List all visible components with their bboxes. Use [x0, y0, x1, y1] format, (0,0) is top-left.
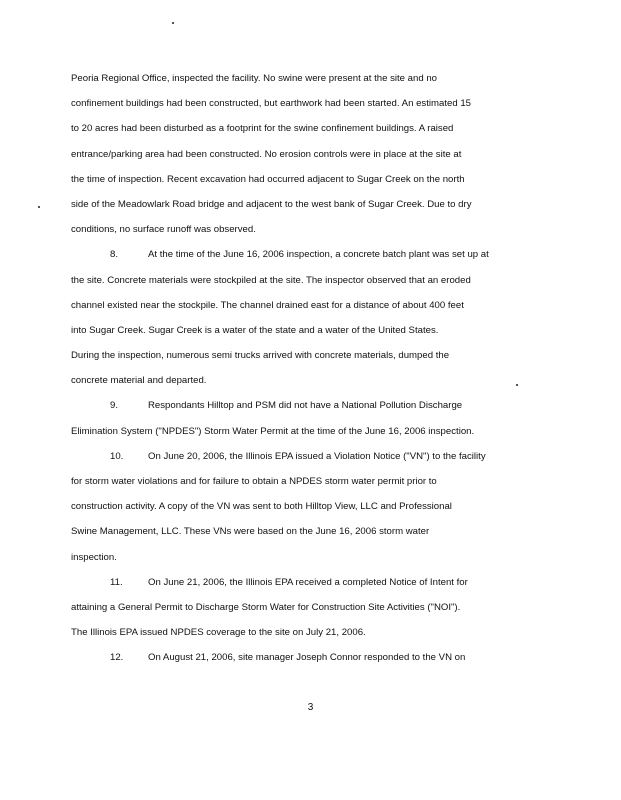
- paragraph-text: On June 21, 2006, the Illinois EPA received a completed Notice of Intent for: [148, 576, 468, 588]
- paragraph-12-first-line: [71, 645, 551, 670]
- paragraph-text: On June 20, 2006, the Illinois EPA issued a Violation Notice ("VN") to the facility: [148, 450, 486, 462]
- text-line: Peoria Regional Office, inspected the facility. No swine were present at the site and no: [71, 73, 438, 84]
- paragraph-number: 8.: [110, 249, 119, 261]
- paragraph-text: At the time of the June 16, 2006 inspection, a concrete batch plant was set up at: [148, 249, 489, 261]
- paragraph-number: 12.: [110, 652, 124, 664]
- body-text: [71, 66, 551, 671]
- text-line: construction activity. A copy of the VN was sent to both Hilltop View, LLC and Professional: [71, 501, 452, 513]
- paragraph-11-first-line: [71, 570, 551, 595]
- text-line: the site. Concrete materials were stockpiled at the site. The inspector observed that an eroded: [71, 274, 471, 286]
- text-line: Elimination System ("NPDES") Storm Water Permit at the time of the June 16, 2006 inspection.: [71, 425, 475, 437]
- scan-speck: [38, 206, 40, 208]
- text-line: During the inspection, numerous semi trucks arrived with concrete materials, dumped the: [71, 350, 450, 362]
- text-line: entrance/parking area had been constructed. No erosion controls were in place at the site at: [71, 148, 462, 160]
- scan-speck: [172, 22, 174, 24]
- text-line: channel existed near the stockpile. The channel drained east for a distance of about 400 feet: [71, 299, 464, 311]
- text-line: conditions, no surface runoff was observed.: [71, 224, 256, 236]
- paragraph-8-first-line: [71, 242, 551, 267]
- text-line: concrete material and departed.: [71, 375, 207, 387]
- text-line: the time of inspection. Recent excavation had occurred adjacent to Sugar Creek on the north: [71, 173, 465, 185]
- text-line: side of the Meadowlark Road bridge and adjacent to the west bank of Sugar Creek. Due to dry: [71, 198, 472, 210]
- text-line: for storm water violations and for failure to obtain a NPDES storm water permit prior to: [71, 476, 437, 487]
- paragraph-number: 10.: [110, 450, 124, 462]
- paragraph-text: Respondants Hilltop and PSM did not have a National Pollution Discharge: [148, 400, 463, 412]
- paragraph-number: 11.: [110, 576, 123, 588]
- text-line: confinement buildings had been constructed, but earthwork had been started. An estimated 15: [71, 98, 471, 110]
- paragraph-number: 9.: [110, 400, 119, 412]
- paragraph-10-first-line: [71, 444, 551, 469]
- text-line: Swine Management, LLC. These VNs were based on the June 16, 2006 storm water: [71, 526, 430, 538]
- text-line: inspection.: [71, 551, 117, 563]
- text-line: to 20 acres had been disturbed as a footprint for the swine confinement buildings. A raised: [71, 123, 454, 135]
- text-line: attaining a General Permit to Discharge Storm Water for Construction Site Activities ("NOI").: [71, 601, 461, 613]
- text-line: The Illinois EPA issued NPDES coverage to the site on July 21, 2006.: [71, 627, 366, 639]
- paragraph-text: On August 21, 2006, site manager Joseph Connor responded to the VN on: [148, 652, 466, 664]
- paragraph-9-first-line: [71, 393, 551, 418]
- text-line: into Sugar Creek. Sugar Creek is a water of the state and a water of the United States.: [71, 324, 439, 336]
- page-number: 3: [307, 702, 314, 713]
